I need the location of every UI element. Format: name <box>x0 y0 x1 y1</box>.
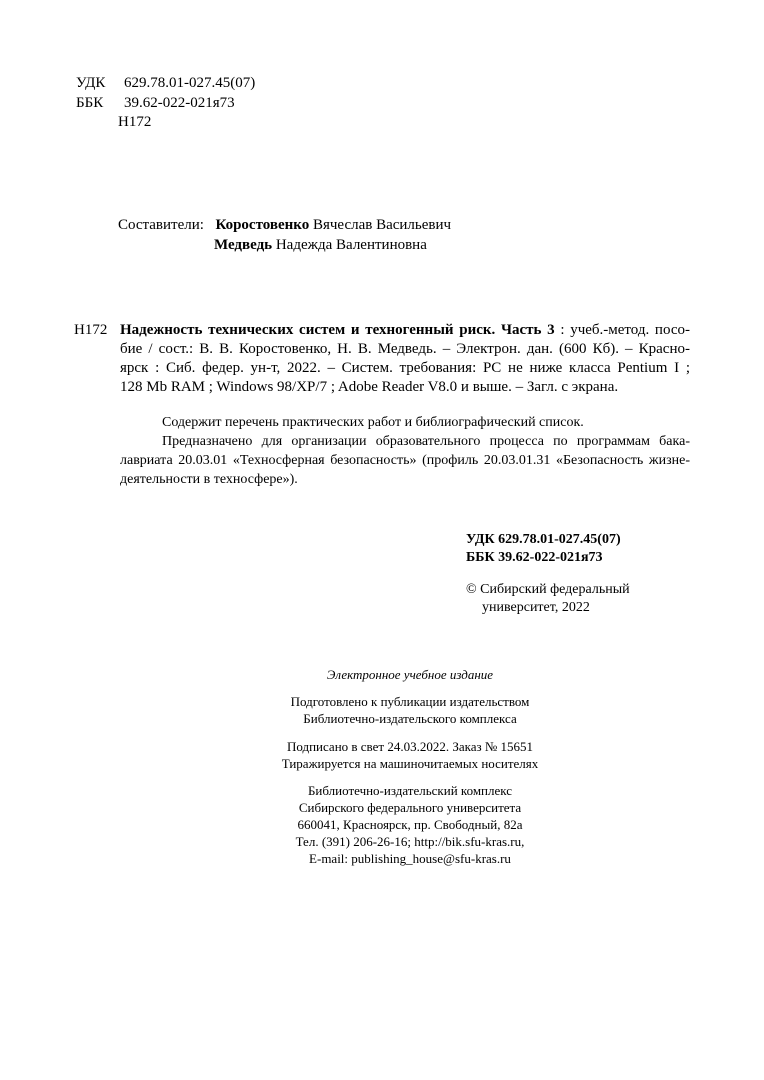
bibliography-line-4: 128 Mb RAM ; Windows 98/XP/7 ; Adobe Reader V8.0 и выше. – Загл. с экрана. <box>120 379 619 395</box>
prepared-line-1: Подготовлено к публикации издательством <box>290 694 530 709</box>
bbk-row <box>76 94 235 113</box>
signed-info: Подписано в свет 24.03.2022. Заказ № 15651 <box>286 739 534 754</box>
edition-type: Электронное учебное издание <box>326 667 494 682</box>
book-title: Надежность технических систем и техногенный риск. Часть 3 <box>120 322 555 338</box>
bibliography-line-2: бие / сост.: В. В. Коростовенко, Н. В. Медведь. – Электрон. дан. (600 Кб). – Красно- <box>120 341 690 357</box>
publisher-line-2: Сибирского федерального университета <box>298 800 522 815</box>
publisher-email: E-mail: publishing_house@sfu-kras.ru <box>309 851 511 866</box>
publisher-line-1: Библиотечно-издательский комплекс <box>307 783 513 798</box>
udk-code-right: УДК 629.78.01-027.45(07) <box>466 532 621 547</box>
compilers-label: Составители: <box>118 217 204 233</box>
annotation-line-2: Предназначено для организации образовательного процесса по программам бака- <box>162 434 690 449</box>
compiler2-name: Надежда Валентиновна <box>275 237 427 253</box>
prepared-line-2: Библиотечно-издательского комплекса <box>303 711 517 726</box>
compiler1-surname: Коростовенко <box>215 217 310 233</box>
bbk-code-right: ББК 39.62-022-021я73 <box>466 550 603 565</box>
publisher-phone: Тел. (391) 206-26-16; http://bik.sfu-kras.ru, <box>295 834 525 849</box>
bibliography-line-3: ярск : Сиб. федер. ун-т, 2022. – Систем. требования: PC не ниже класса Pentium I ; <box>120 360 690 376</box>
udk-value: 629.78.01-027.45(07) <box>124 75 256 91</box>
publisher-address: 660041, Красноярск, пр. Свободный, 82а <box>297 817 523 832</box>
replication-info: Тиражируется на машиночитаемых носителях <box>281 756 539 771</box>
annotation-line-3: лавриата 20.03.01 «Техносферная безопасность» (профиль 20.03.01.31 «Безопасность жизне- <box>120 453 690 468</box>
bibliography-line-1-rest: : учеб.-метод. посо- <box>554 322 690 338</box>
compilers-row-1 <box>118 216 451 235</box>
udk-label: УДК <box>76 75 106 91</box>
compiler2-surname: Медведь <box>214 237 273 253</box>
udk-row <box>76 74 255 93</box>
copyright-line-1: © Сибирский федеральный <box>466 582 630 597</box>
compiler1-name: Вячеслав Васильевич <box>312 217 452 233</box>
bbk-label: ББК <box>76 95 104 111</box>
compilers-row-2 <box>214 236 427 255</box>
annotation-line-4: деятельности в техносфере»). <box>120 472 298 487</box>
author-code: Н172 <box>118 114 152 130</box>
bibliography-code: Н172 <box>74 322 108 338</box>
copyright-line-2: университет, 2022 <box>482 600 590 615</box>
bbk-value: 39.62-022-021я73 <box>124 95 235 111</box>
bibliography-line-1 <box>120 321 690 340</box>
annotation-line-1: Содержит перечень практических работ и библиографический список. <box>162 415 584 430</box>
